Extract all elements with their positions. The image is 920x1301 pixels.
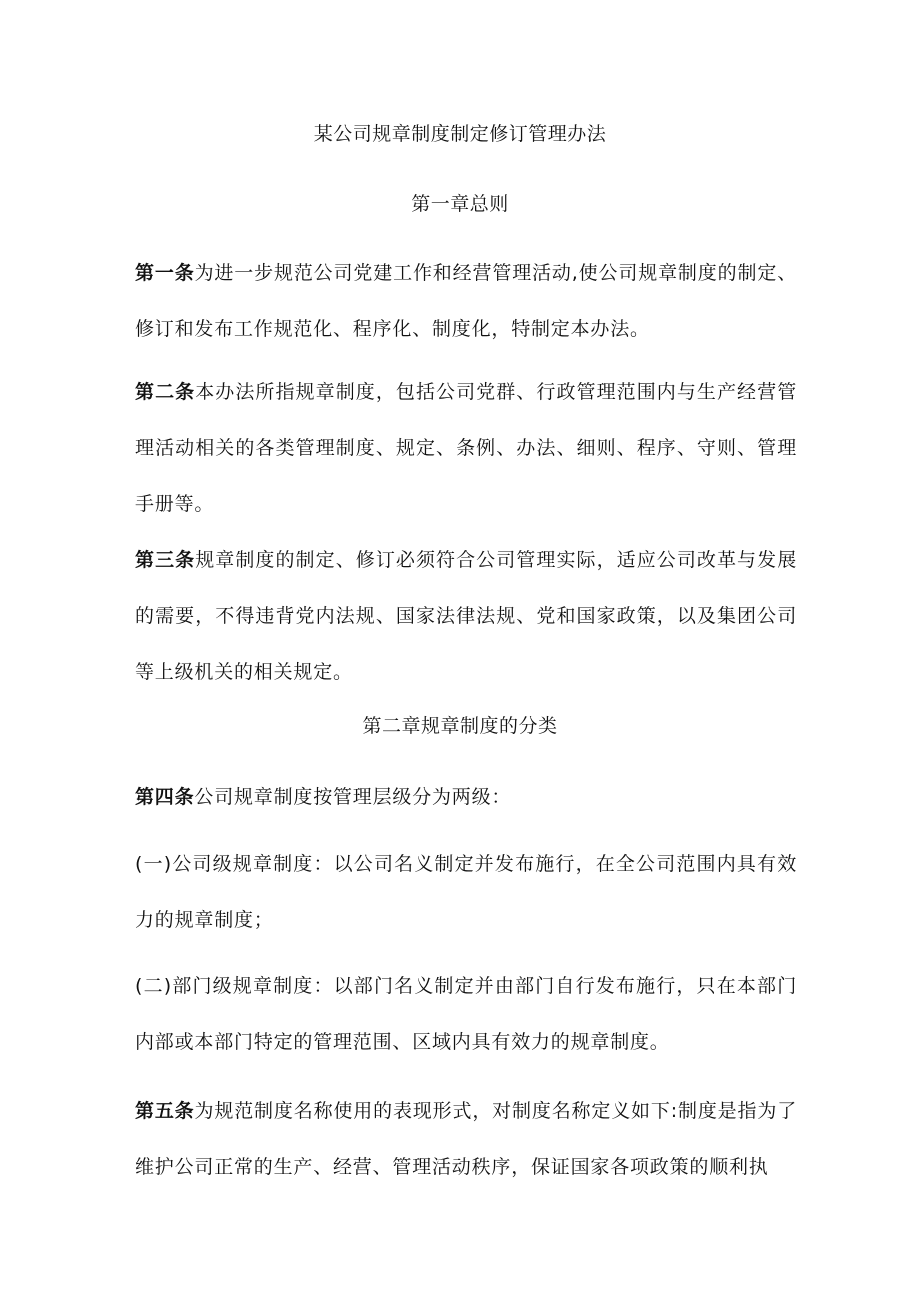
clause-1 <box>135 836 797 948</box>
clause-2 <box>135 958 797 1070</box>
chapter-1-heading: 第一章总则 <box>411 193 509 215</box>
clause-2-text: (二)部门级规章制度：以部门名义制定并由部门自行发布施行，只在本部门内部或本部门特定的管理范围、区域内具有效力的规章制度。 <box>135 975 797 1053</box>
article-2-number: 第二条 <box>135 381 196 403</box>
article-5-text: 为规范制度名称使用的表现形式，对制度名称定义如下:制度是指为了维护公司正常的生产、经营、管理活动秩序，保证国家各项政策的顺利执 <box>135 1100 797 1178</box>
article-1 <box>135 245 797 357</box>
article-4-number: 第四条 <box>135 786 195 808</box>
article-1-number: 第一条 <box>135 262 195 284</box>
article-3-text: 规章制度的制定、修订必须符合公司管理实际，适应公司改革与发展的需要，不得违背党内法规、国家法律法规、党和国家政策，以及集团公司等上级机关的相关规定。 <box>135 549 797 683</box>
document-title: 某公司规章制度制定修订管理办法 <box>313 123 607 145</box>
article-5-number: 第五条 <box>135 1100 195 1122</box>
article-2 <box>135 364 797 532</box>
clause-1-text: (一)公司级规章制度：以公司名义制定并发布施行，在全公司范围内具有效力的规章制度； <box>135 853 797 931</box>
chapter-2-heading: 第二章规章制度的分类 <box>362 715 558 737</box>
article-4-text: 公司规章制度按管理层级分为两级： <box>194 786 512 808</box>
article-1-text: 为进一步规范公司党建工作和经营管理活动,使公司规章制度的制定、修订和发布工作规范化、程序化、制度化，特制定本办法。 <box>135 262 797 340</box>
article-3 <box>135 532 797 700</box>
article-5 <box>135 1083 797 1195</box>
article-3-number: 第三条 <box>135 549 196 571</box>
article-4 <box>135 769 797 825</box>
article-2-text: 本办法所指规章制度，包括公司党群、行政管理范围内与生产经营管理活动相关的各类管理制度、规定、条例、办法、细则、程序、守则、管理手册等。 <box>135 381 797 515</box>
